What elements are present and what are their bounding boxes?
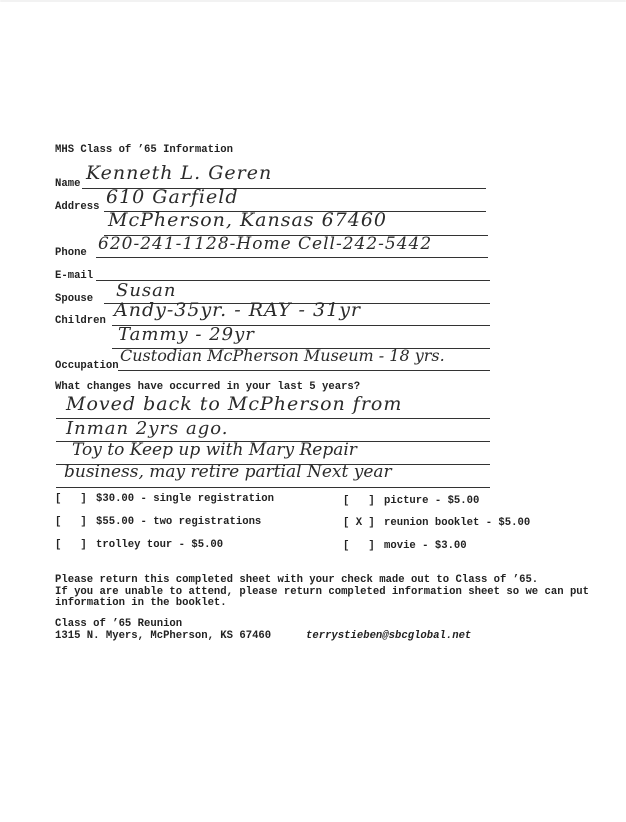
checkbox-picture[interactable]: [ ] [343,495,375,507]
checkbox-movie[interactable]: [ ] [343,540,375,552]
children-value-1: Andy-35yr. - RAY - 31yr [114,299,362,321]
return-address-line-2: 1315 N. Myers, McPherson, KS 67460 [55,630,272,642]
changes-value-3: Toy to Keep up with Mary Repair [72,440,357,460]
option-trolley-tour: trolley tour - $5.00 [96,539,224,551]
instructions-line-1: Please return this completed sheet with your check made out to Class of ’65. [55,574,539,586]
spouse-value: Susan [116,280,177,301]
contact-email[interactable]: terrystieben@sbcglobal.net [306,630,472,642]
name-label: Name [55,178,81,190]
occupation-value: Custodian McPherson Museum - 18 yrs. [120,346,445,365]
checkbox-reunion-booklet[interactable]: [ X ] [343,517,375,529]
changes-question: What changes have occurred in your last 5 years? [55,381,361,393]
option-single-registration: $30.00 - single registration [96,493,275,505]
option-two-registrations: $55.00 - two registrations [96,516,262,528]
phone-label: Phone [55,247,87,259]
option-movie: movie - $3.00 [384,540,467,552]
changes-line-4 [56,487,490,488]
children-label: Children [55,315,106,327]
page-title: MHS Class of ’65 Information [55,144,234,156]
phone-value: 620-241-1128-Home Cell-242-5442 [98,234,433,254]
occupation-line [118,370,490,371]
name-value: Kenneth L. Geren [86,162,273,184]
scan-edge [0,0,626,2]
instructions-line-3: information in the booklet. [55,597,227,609]
return-address-line-1: Class of ’65 Reunion [55,618,183,630]
changes-value-1: Moved back to McPherson from [66,393,403,415]
changes-value-2: Inman 2yrs ago. [66,418,229,439]
children-value-2: Tammy - 29yr [118,324,255,345]
email-label: E-mail [55,270,94,282]
changes-value-4: business, may retire partial Next year [64,462,392,482]
instructions-line-2: If you are unable to attend, please return completed information sheet so we can put [55,586,590,598]
address-value-1: 610 Garfield [106,186,239,208]
phone-line [96,257,488,258]
spouse-label: Spouse [55,293,94,305]
checkbox-two-registrations[interactable]: [ ] [55,516,87,528]
checkbox-trolley-tour[interactable]: [ ] [55,539,87,551]
address-label: Address [55,201,100,213]
option-reunion-booklet: reunion booklet - $5.00 [384,517,531,529]
address-value-2: McPherson, Kansas 67460 [108,209,388,231]
occupation-label: Occupation [55,360,119,372]
checkbox-single-registration[interactable]: [ ] [55,493,87,505]
option-picture: picture - $5.00 [384,495,480,507]
